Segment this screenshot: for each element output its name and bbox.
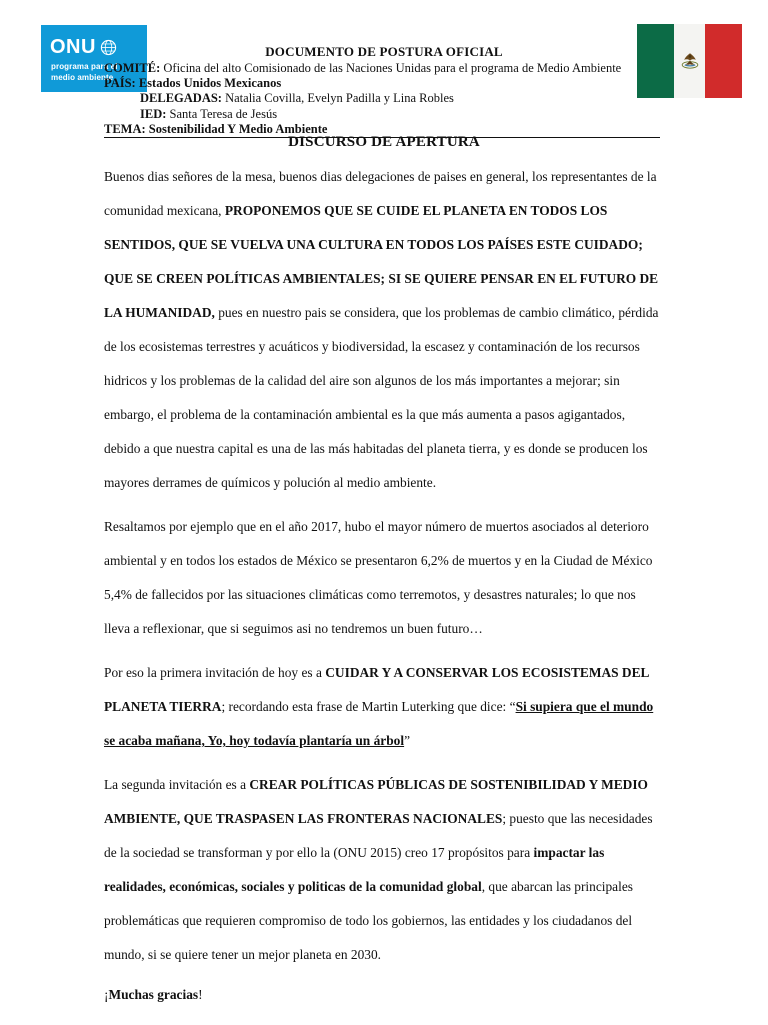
p1-lead: Buenos dias señores de la mesa, buenos dias delegaciones de paises en general, los representantes de la comunidad mexicana, (104, 169, 657, 218)
committee-label: COMITÉ: (104, 61, 161, 75)
flag-band-red (705, 24, 742, 98)
document-body (104, 160, 660, 1025)
paragraph-4 (104, 768, 660, 972)
country-label: PAÍS: (104, 76, 136, 90)
onu-logo-text: ONU (50, 36, 96, 58)
country-value: Estados Unidos Mexicanos (138, 76, 282, 90)
committee-line (104, 60, 621, 76)
p4-mid: ; puesto que las necesidades de la sociedad se transforman y por ello la (ONU 2015) creo 17 propósitos para (104, 811, 653, 860)
school-value: Santa Teresa de Jesús (169, 107, 278, 121)
flag-band-green (637, 24, 674, 98)
onu-logo-subtitle: programa para el medio ambiente (51, 62, 118, 82)
p4-tail: , que abarcan las principales problemáticas que requieren compromiso de todo los gobiernos, las entidades y los ciudadanos del mundo, si se quiere tener un mejor planeta en 2030. (104, 879, 634, 962)
p3-lead: Por eso la primera invitación de hoy es a (104, 665, 326, 680)
p4-lead: La segunda invitación es a (104, 777, 250, 792)
p1-bold-proposal: PROPONEMOS QUE SE CUIDE EL PLANETA EN TODOS LOS SENTIDOS, QUE SE VUELVA UNA CULTURA EN TODOS LOS PAÍSES ESTE CUIDADO; QUE SE CREEN POLÍTICAS AMBIENTALES; SI SE QUIERE PENSAR EN EL FUTURO DE LA HUMANIDAD, (104, 203, 659, 320)
p3-tail: ” (404, 733, 411, 748)
closing-prefix: ¡ (104, 987, 109, 1002)
page-title: DOCUMENTO DE POSTURA OFICIAL (265, 44, 503, 59)
topic-value: Sostenibilidad Y Medio Ambiente (148, 122, 328, 136)
speech-title: DISCURSO DE APERTURA (288, 134, 480, 150)
paragraph-1 (104, 160, 660, 500)
paragraph-3 (104, 656, 660, 758)
closing-line (104, 978, 660, 1012)
flag-band-white (674, 24, 706, 98)
p3-bold-invitation: CUIDAR Y A CONSERVAR LOS ECOSISTEMAS DEL PLANETA TIERRA (104, 665, 649, 714)
document-header (0, 0, 768, 150)
delegates-label: DELEGADAS: (140, 91, 222, 105)
delegates-value: Natalia Covilla, Evelyn Padilla y Lina Robles (225, 91, 454, 105)
committee-value: Oficina del alto Comisionado de las Naciones Unidas para el programa de Medio Ambiente (163, 61, 622, 75)
closing-thanks: Muchas gracias (108, 987, 199, 1002)
closing-suffix: ! (198, 987, 203, 1002)
school-line (140, 106, 277, 122)
paragraph-2: Resaltamos por ejemplo que en el año 2017, hubo el mayor número de muertos asociados al deterioro ambiental y en todos los estados de México se presentaron 6,2% de muertos y en la Ciudad de México 5,4% de fallecidos por las situaciones climáticas como terremotos, y desastres naturales; lo que nos lleva a reflexionar, que si seguimos asi no tendremos un buen futuro… (104, 519, 653, 636)
delegates-line (140, 90, 454, 106)
school-label: IED: (140, 107, 167, 121)
p4-bold-policies: CREAR POLÍTICAS PÚBLICAS DE SOSTENIBILIDAD Y MEDIO AMBIENTE, QUE TRASPASEN LAS FRONTERAS NACIONALES (104, 777, 648, 826)
p1-tail: pues en nuestro pais se considera, que los problemas de cambio climático, pérdida de los ecosistemas terrestres y acuáticos y biodiversidad, la escasez y contaminación de los recursos hidricos y los problemas de la calidad del aire son algunos de los más importantes a mejorar; sin embargo, el problema de la contaminación ambiental es la que más aumenta a pasos agigantados, debido a que nuestra capital es una de las más habitadas del planeta tierra, y es donde se producen los mayores derrames de químicos y polución al medio ambiente. (104, 305, 659, 490)
country-line (104, 75, 281, 91)
p4-bold-impact: impactar las realidades, económicas, sociales y politicas de la comunidad global (104, 845, 605, 894)
p3-mid: ; recordando esta frase de Martin Luterking que dice: “ (221, 699, 516, 714)
mexican-flag (637, 24, 742, 98)
topic-label: TEMA: (104, 122, 146, 136)
p3-quote: Si supiera que el mundo se acaba mañana, Yo, hoy todavía plantaría un árbol (104, 699, 654, 748)
